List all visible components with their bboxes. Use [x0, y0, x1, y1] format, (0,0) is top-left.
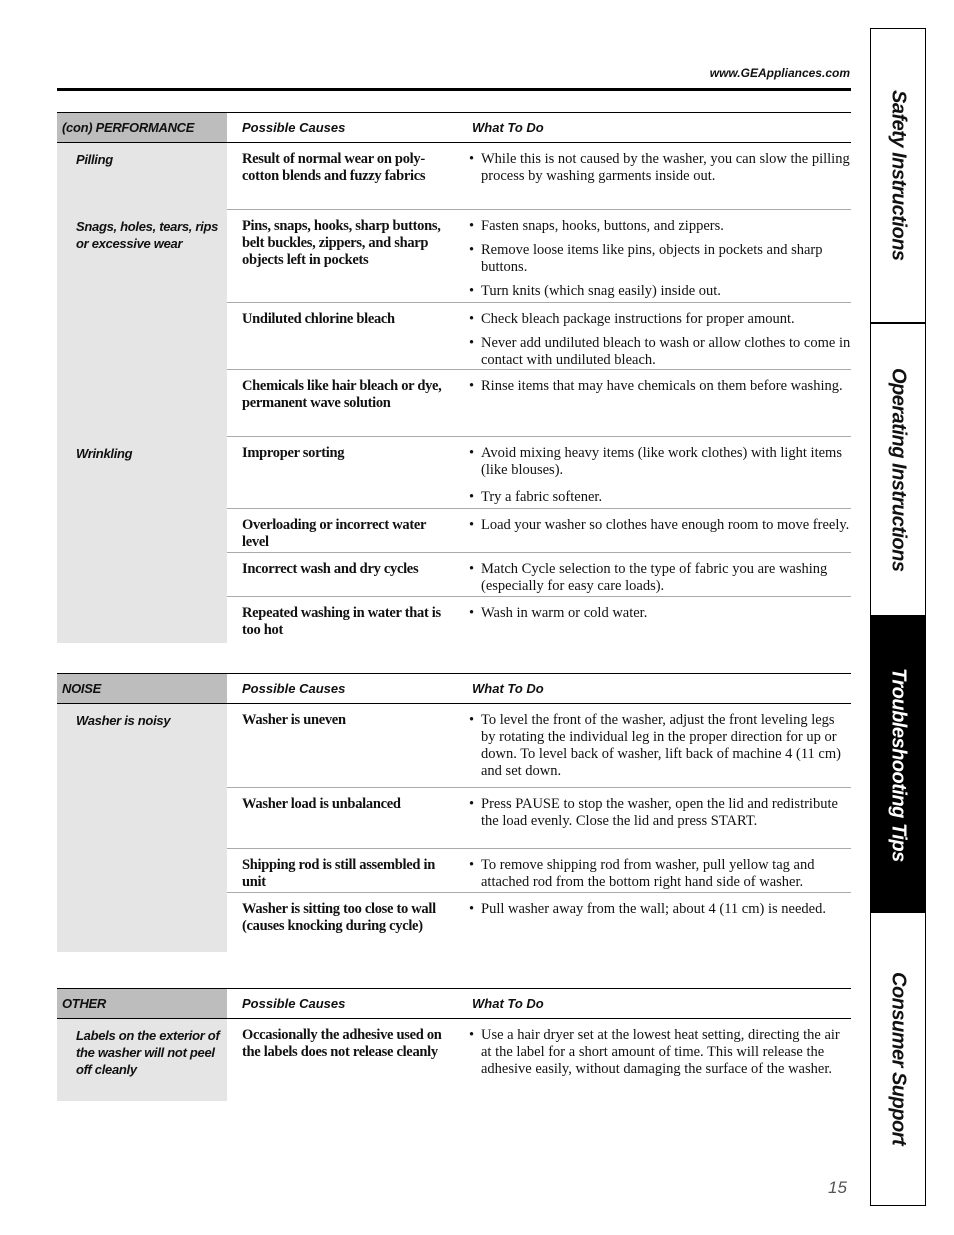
possible-causes-header: Possible Causes	[242, 681, 346, 696]
section-body	[57, 1019, 851, 1101]
action-list	[469, 311, 851, 369]
table-row	[227, 303, 851, 370]
action-item: • While this is not caused by the washer, you can slow the pilling process by washing garments inside out.	[469, 151, 851, 185]
cause-text: Incorrect wash and dry cycles	[242, 561, 419, 577]
table-row	[227, 893, 851, 953]
cause-text: Chemicals like hair bleach or dye, permanent wave solution	[242, 378, 442, 411]
section-body	[57, 143, 851, 643]
table-row	[227, 597, 851, 645]
problem-label: Labels on the exterior of the washer will not peel off cleanly	[76, 1028, 220, 1077]
action-item: • Use a hair dryer set at the lowest heat setting, directing the air at the label for a short amount of time. This will release the adhesive easily, without damaging the surface of the washer.	[469, 1027, 851, 1078]
action-item: • Load your washer so clothes have enough room to move freely.	[469, 517, 851, 534]
action-list	[469, 378, 851, 395]
section-header	[57, 112, 851, 143]
section-header	[57, 673, 851, 704]
cause-text: Result of normal wear on poly-cotton blends and fuzzy fabrics	[242, 151, 426, 184]
category-label: NOISE	[57, 674, 227, 703]
possible-causes-header: Possible Causes	[242, 120, 346, 135]
table-row	[227, 370, 851, 437]
tab-troubleshooting-tips[interactable]	[871, 617, 925, 913]
action-item: • Try a fabric softener.	[469, 489, 851, 506]
side-tab-bar	[870, 28, 926, 1206]
cause-text: Occasionally the adhesive used on the labels does not release cleanly	[242, 1027, 442, 1060]
action-list	[469, 517, 851, 534]
cause-text: Pins, snaps, hooks, sharp buttons, belt buckles, zippers, and sharp objects left in pockets	[242, 218, 441, 268]
problem-label: Pilling	[76, 152, 113, 167]
action-item: • Press PAUSE to stop the washer, open the lid and redistribute the load evenly. Close the lid and press START.	[469, 796, 851, 830]
problem-group	[57, 704, 851, 953]
action-list	[469, 1027, 851, 1078]
action-item: • To level the front of the washer, adjust the front leveling legs by rotating the individual leg in the proper direction for up or down. To level back of washer, lift back of machine 4 (11 cm) and set down.	[469, 712, 851, 780]
table-row	[227, 553, 851, 597]
cause-text: Shipping rod is still assembled in unit	[242, 857, 436, 890]
possible-causes-header: Possible Causes	[242, 996, 346, 1011]
problem-label: Snags, holes, tears, rips or excessive wear	[76, 219, 219, 251]
tab-operating-instructions[interactable]	[871, 324, 925, 617]
action-item: • Check bleach package instructions for proper amount.	[469, 311, 851, 328]
table-row	[227, 1019, 851, 1101]
category-label: OTHER	[57, 989, 227, 1018]
section-header	[57, 988, 851, 1019]
action-list	[469, 712, 851, 780]
tab-label: Consumer Support	[887, 972, 910, 1146]
cause-text: Repeated washing in water that is too hot	[242, 605, 441, 638]
table-row	[227, 509, 851, 553]
other-section	[57, 988, 851, 1101]
tab-label: Safety Instructions	[887, 90, 910, 261]
page-number: 15	[828, 1178, 847, 1197]
action-list	[469, 151, 851, 185]
action-item: • Wash in warm or cold water.	[469, 605, 851, 622]
action-item: • To remove shipping rod from washer, pull yellow tag and attached rod from the bottom right hand side of washer.	[469, 857, 851, 891]
cause-text: Improper sorting	[242, 445, 345, 461]
action-list	[469, 218, 851, 300]
table-row	[227, 437, 851, 509]
cause-text: Washer is uneven	[242, 712, 346, 728]
action-item: • Match Cycle selection to the type of fabric you are washing (especially for easy care loads).	[469, 561, 851, 595]
action-item: • Remove loose items like pins, objects in pockets and sharp buttons.	[469, 242, 851, 276]
tab-safety-instructions[interactable]	[871, 29, 925, 324]
header-rule	[57, 88, 851, 91]
what-to-do-header: What To Do	[472, 120, 544, 135]
action-item: • Turn knits (which snag easily) inside out.	[469, 283, 851, 300]
cause-text: Overloading or incorrect water level	[242, 517, 426, 550]
action-item: • Never add undiluted bleach to wash or allow clothes to come in contact with undiluted bleach.	[469, 335, 851, 369]
table-row	[227, 788, 851, 849]
action-list	[469, 561, 851, 595]
problem-group	[57, 1019, 851, 1101]
noise-section	[57, 673, 851, 952]
action-list	[469, 857, 851, 891]
cause-text: Undiluted chlorine bleach	[242, 311, 395, 327]
tab-label: Troubleshooting Tips	[887, 668, 910, 862]
action-item: • Avoid mixing heavy items (like work clothes) with light items (like blouses).	[469, 445, 851, 479]
performance-section	[57, 112, 851, 643]
problem-group	[57, 437, 851, 645]
table-row	[227, 704, 851, 788]
what-to-do-header: What To Do	[472, 681, 544, 696]
action-item: • Pull washer away from the wall; about 4 (11 cm) is needed.	[469, 901, 851, 918]
action-list	[469, 901, 851, 918]
action-list	[469, 445, 851, 506]
action-list	[469, 796, 851, 830]
cause-text: Washer load is unbalanced	[242, 796, 401, 812]
cause-text: Washer is sitting too close to wall (causes knocking during cycle)	[242, 901, 436, 934]
table-row	[227, 210, 851, 303]
website-url: www.GEAppliances.com	[709, 66, 850, 80]
tab-label: Operating Instructions	[887, 367, 910, 572]
table-row	[227, 849, 851, 893]
action-list	[469, 605, 851, 622]
action-item: • Rinse items that may have chemicals on them before washing.	[469, 378, 851, 395]
section-body	[57, 704, 851, 952]
problem-group	[57, 210, 851, 437]
what-to-do-header: What To Do	[472, 996, 544, 1011]
problem-group	[57, 143, 851, 210]
category-label: (con) PERFORMANCE	[57, 113, 227, 142]
tab-consumer-support[interactable]	[871, 913, 925, 1205]
problem-label: Wrinkling	[76, 446, 133, 461]
table-row	[227, 143, 851, 210]
action-item: • Fasten snaps, hooks, buttons, and zippers.	[469, 218, 851, 235]
problem-label: Washer is noisy	[76, 713, 171, 728]
